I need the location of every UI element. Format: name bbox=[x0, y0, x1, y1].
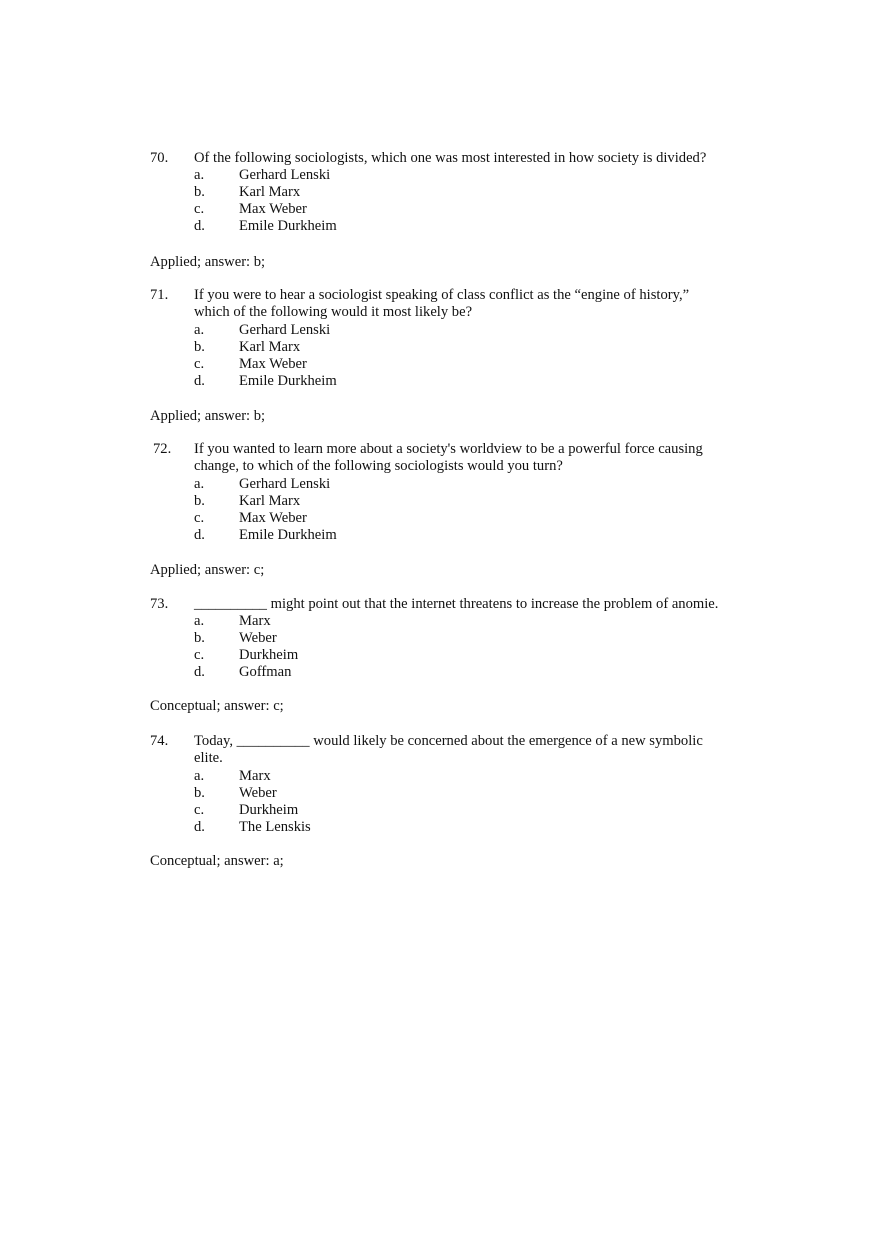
option-letter: c. bbox=[194, 802, 205, 818]
option-text: Marx bbox=[239, 768, 271, 784]
answer-key: Conceptual; answer: c; bbox=[150, 698, 284, 714]
option-text: Durkheim bbox=[239, 647, 299, 663]
option-letter: c. bbox=[194, 510, 205, 526]
answer-key: Conceptual; answer: a; bbox=[150, 853, 284, 869]
option-text: Max Weber bbox=[239, 510, 307, 526]
option-letter: a. bbox=[194, 613, 205, 629]
option-text: Karl Marx bbox=[239, 493, 301, 509]
option-letter: b. bbox=[194, 184, 205, 200]
question-number: 72. bbox=[153, 441, 172, 457]
option-letter: a. bbox=[194, 322, 205, 338]
option-text: Max Weber bbox=[239, 356, 307, 372]
question-number: 73. bbox=[150, 596, 169, 612]
option-text: Goffman bbox=[239, 664, 292, 680]
question-stem: __________ might point out that the internet threatens to increase the problem of anomie. bbox=[194, 596, 719, 612]
question-stem: If you were to hear a sociologist speaking of class conflict as the “engine of history,” bbox=[194, 287, 690, 303]
option-text: Emile Durkheim bbox=[239, 373, 337, 389]
option-letter: b. bbox=[194, 630, 205, 646]
answer-key: Applied; answer: c; bbox=[150, 562, 265, 578]
option-letter: d. bbox=[194, 664, 205, 680]
option-text: Max Weber bbox=[239, 201, 307, 217]
question-stem: Of the following sociologists, which one was most interested in how society is divided? bbox=[194, 150, 707, 166]
question-number: 70. bbox=[150, 150, 169, 166]
question-stem: If you wanted to learn more about a society's worldview to be a powerful force causing bbox=[194, 441, 703, 457]
option-letter: a. bbox=[194, 476, 205, 492]
question-stem: Today, __________ would likely be concerned about the emergence of a new symbolic bbox=[194, 733, 703, 749]
option-text: The Lenskis bbox=[239, 819, 311, 835]
option-letter: d. bbox=[194, 527, 205, 543]
question-stem: elite. bbox=[194, 750, 223, 766]
option-letter: a. bbox=[194, 768, 205, 784]
option-letter: d. bbox=[194, 819, 205, 835]
option-text: Emile Durkheim bbox=[239, 527, 337, 543]
option-letter: b. bbox=[194, 785, 205, 801]
question-stem: which of the following would it most likely be? bbox=[194, 304, 473, 320]
option-text: Weber bbox=[239, 630, 277, 646]
option-text: Gerhard Lenski bbox=[239, 476, 331, 492]
answer-key: Applied; answer: b; bbox=[150, 408, 266, 424]
option-text: Emile Durkheim bbox=[239, 218, 337, 234]
question-number: 74. bbox=[150, 733, 169, 749]
option-text: Marx bbox=[239, 613, 271, 629]
question-stem: change, to which of the following sociologists would you turn? bbox=[194, 458, 563, 474]
option-text: Gerhard Lenski bbox=[239, 322, 331, 338]
option-text: Weber bbox=[239, 785, 277, 801]
option-letter: c. bbox=[194, 201, 205, 217]
option-letter: b. bbox=[194, 493, 205, 509]
option-letter: c. bbox=[194, 647, 205, 663]
option-letter: a. bbox=[194, 167, 205, 183]
option-letter: d. bbox=[194, 373, 205, 389]
answer-key: Applied; answer: b; bbox=[150, 254, 266, 270]
option-letter: b. bbox=[194, 339, 205, 355]
option-text: Karl Marx bbox=[239, 339, 301, 355]
option-text: Karl Marx bbox=[239, 184, 301, 200]
option-text: Durkheim bbox=[239, 802, 299, 818]
question-number: 71. bbox=[150, 287, 169, 303]
option-text: Gerhard Lenski bbox=[239, 167, 331, 183]
option-letter: d. bbox=[194, 218, 205, 234]
option-letter: c. bbox=[194, 356, 205, 372]
